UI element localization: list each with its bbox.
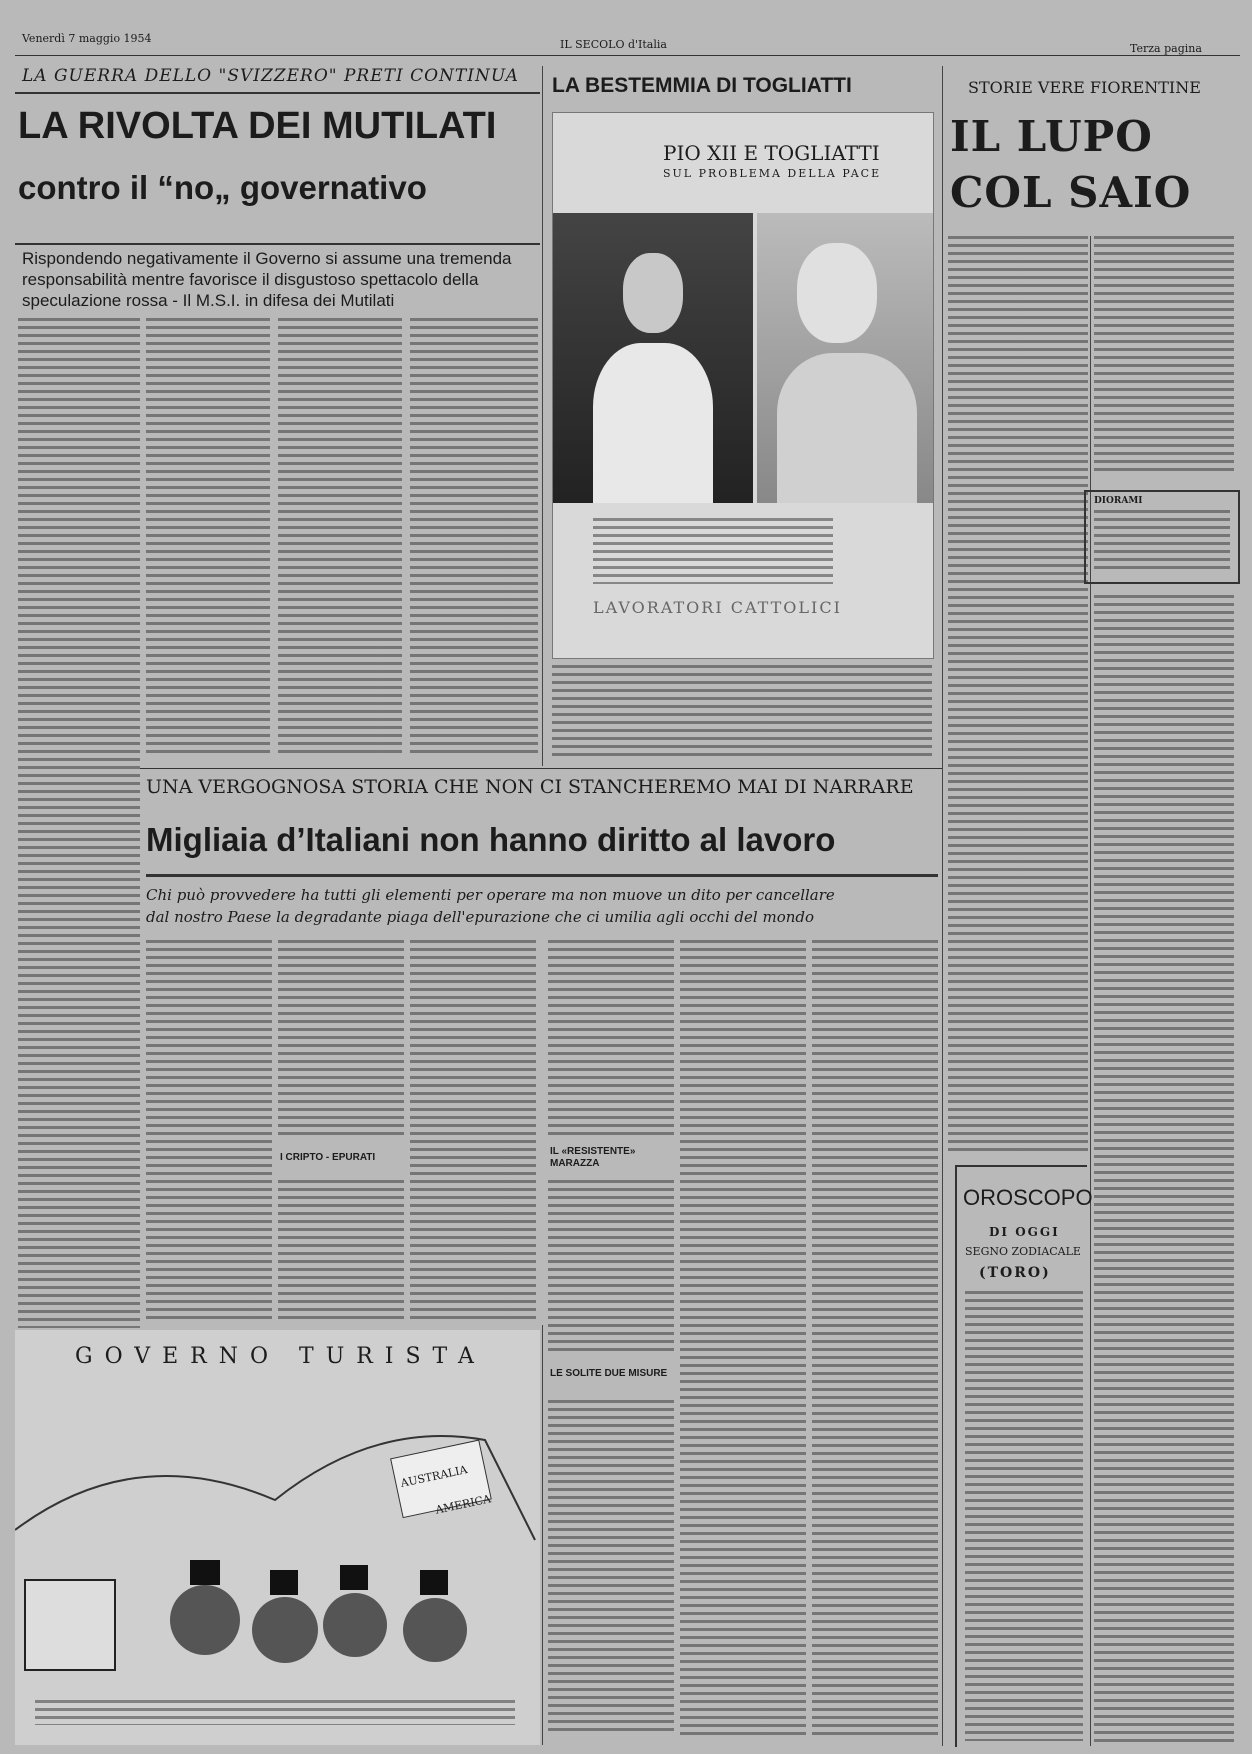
sign-label: AMERICA <box>434 1492 492 1517</box>
togliatti-portrait <box>757 213 933 503</box>
right-kicker: STORIE VERE FIORENTINE <box>968 78 1201 97</box>
column-rule <box>942 66 943 1746</box>
issue-date: Venerdì 7 maggio 1954 <box>22 32 152 45</box>
page-label: Terza pagina <box>1130 42 1202 55</box>
article-body <box>278 318 402 758</box>
middle-kicker: LA BESTEMMIA DI TOGLIATTI <box>552 74 852 97</box>
article-body <box>18 318 140 1328</box>
left-headline-1: LA RIVOLTA DEI MUTILATI <box>18 105 497 147</box>
subhead: IL «RESISTENTE» MARAZZA <box>550 1146 636 1169</box>
subhead: LE SOLITE DUE MISURE <box>550 1368 668 1379</box>
right-headline-1: IL LUPO <box>950 112 1153 161</box>
divider <box>15 92 540 94</box>
right-headline-2: COL SAIO <box>950 168 1192 217</box>
horoscope-line: (TORO) <box>979 1265 1051 1281</box>
left-kicker: LA GUERRA DELLO "SVIZZERO" PRETI CONTINUA <box>22 66 519 86</box>
article-body <box>278 940 404 1140</box>
newspaper-name: IL SECOLO d'Italia <box>560 38 667 51</box>
header-rule <box>15 55 1240 56</box>
photo-pio-xii-togliatti <box>552 112 934 659</box>
horoscope-title: OROSCOPO <box>963 1185 1093 1210</box>
column-rule <box>1090 236 1091 1746</box>
band-headline: Migliaia d’Italiani non hanno diritto al lavoro <box>146 821 836 858</box>
article-body <box>552 665 932 757</box>
article-body <box>548 940 674 1135</box>
divider <box>146 874 938 877</box>
cartoon-drawing <box>15 1380 540 1700</box>
band-deck-1: Chi può provvedere ha tutti gli elementi per operare ma non muove un dito per cancellare <box>146 886 835 904</box>
horoscope-line: SEGNO ZODIACALE <box>965 1245 1081 1258</box>
band-deck-2: dal nostro Paese la degradante piaga dell'epurazione che ci umilia agli occhi del mondo <box>146 908 815 926</box>
pope-portrait <box>553 213 753 503</box>
article-body <box>410 318 538 758</box>
left-headline-2: contro il “no„ governativo <box>18 169 427 206</box>
article-body <box>548 1400 674 1734</box>
divider <box>15 243 540 245</box>
sign-label: AUSTRALIA <box>399 1463 469 1490</box>
article-body <box>1094 595 1234 1745</box>
caption-heading: LAVORATORI CATTOLICI <box>593 598 842 617</box>
article-body <box>1094 236 1234 476</box>
cartoon-title: GOVERNO TURISTA <box>75 1344 486 1369</box>
box-body <box>1094 510 1230 574</box>
diorami-box <box>1084 490 1240 584</box>
article-body <box>278 1180 404 1320</box>
divider <box>140 768 942 769</box>
article-body <box>948 236 1088 1156</box>
article-body <box>146 318 270 758</box>
article-body <box>812 940 938 1735</box>
horoscope-body <box>965 1291 1083 1741</box>
band-kicker: UNA VERGOGNOSA STORIA CHE NON CI STANCHEREMO MAI DI NARRARE <box>146 776 914 798</box>
photo-caption <box>593 518 833 584</box>
column-rule <box>542 66 543 766</box>
horoscope-box <box>955 1165 1093 1747</box>
horoscope-line: DI OGGI <box>989 1225 1060 1239</box>
left-deck: Rispondendo negativamente il Governo si assume una tremenda responsabilità mentre favorisce il disgustoso spettacolo della speculazione rossa - Il M.S.I. in difesa dei Mutilati <box>22 249 512 310</box>
cartoon-caption <box>35 1700 515 1725</box>
box-title: DIORAMI <box>1094 496 1143 506</box>
article-body <box>680 940 806 1735</box>
article-body <box>548 1180 674 1356</box>
photo-title: PIO XII E TOGLIATTI <box>663 141 880 165</box>
article-body <box>410 940 536 1320</box>
article-body <box>146 940 272 1320</box>
subhead: I CRIPTO - EPURATI <box>280 1152 376 1163</box>
cartoon <box>15 1330 540 1745</box>
column-rule <box>542 1325 543 1745</box>
photo-subtitle: SUL PROBLEMA DELLA PACE <box>663 167 882 180</box>
